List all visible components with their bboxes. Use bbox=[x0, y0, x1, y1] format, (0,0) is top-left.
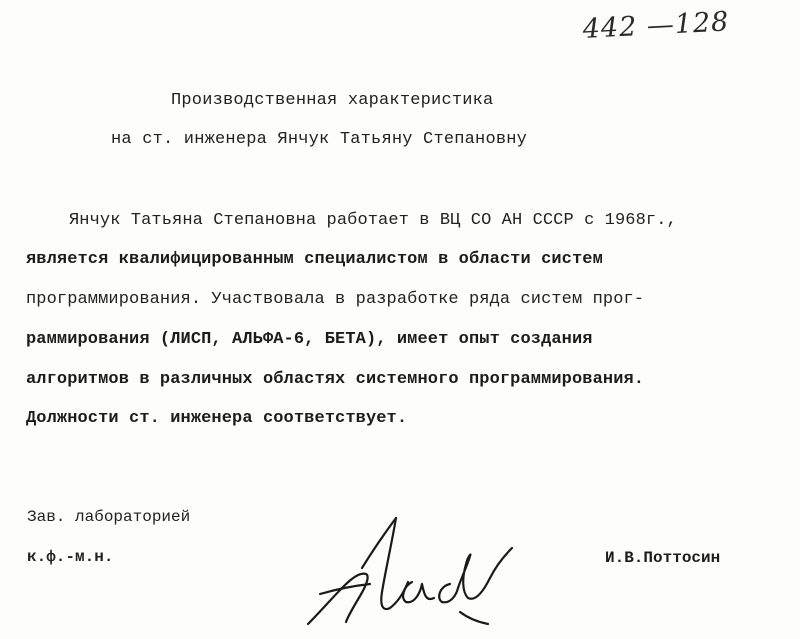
signer-degree: к.ф.-м.н. bbox=[27, 548, 114, 566]
body-text-line: Должности ст. инженера соответствует. bbox=[26, 409, 408, 428]
body-text-line: раммирования (ЛИСП, АЛЬФА-6, БЕТА), имеет опыт создания bbox=[26, 330, 593, 349]
signer-position: Зав. лабораторией bbox=[27, 508, 191, 526]
body-text-line: Янчук Татьяна Степановна работает в ВЦ СО АН СССР с 1968г., bbox=[69, 211, 677, 230]
body-text-line: является квалифицированным специалистом в области систем bbox=[26, 250, 603, 269]
handwritten-signature bbox=[300, 512, 530, 637]
body-text-line: программирования. Участвовала в разработке ряда систем прог- bbox=[26, 290, 645, 309]
signer-name: И.В.Поттосин bbox=[605, 549, 721, 567]
body-text-line: алгоритмов в различных областях системного программирования. bbox=[26, 370, 645, 389]
document-title: Производственная характеристика bbox=[171, 91, 494, 110]
handwritten-archive-number: 442 —128 bbox=[582, 6, 731, 45]
document-subtitle: на ст. инженера Янчук Татьяну Степановну bbox=[111, 130, 528, 149]
